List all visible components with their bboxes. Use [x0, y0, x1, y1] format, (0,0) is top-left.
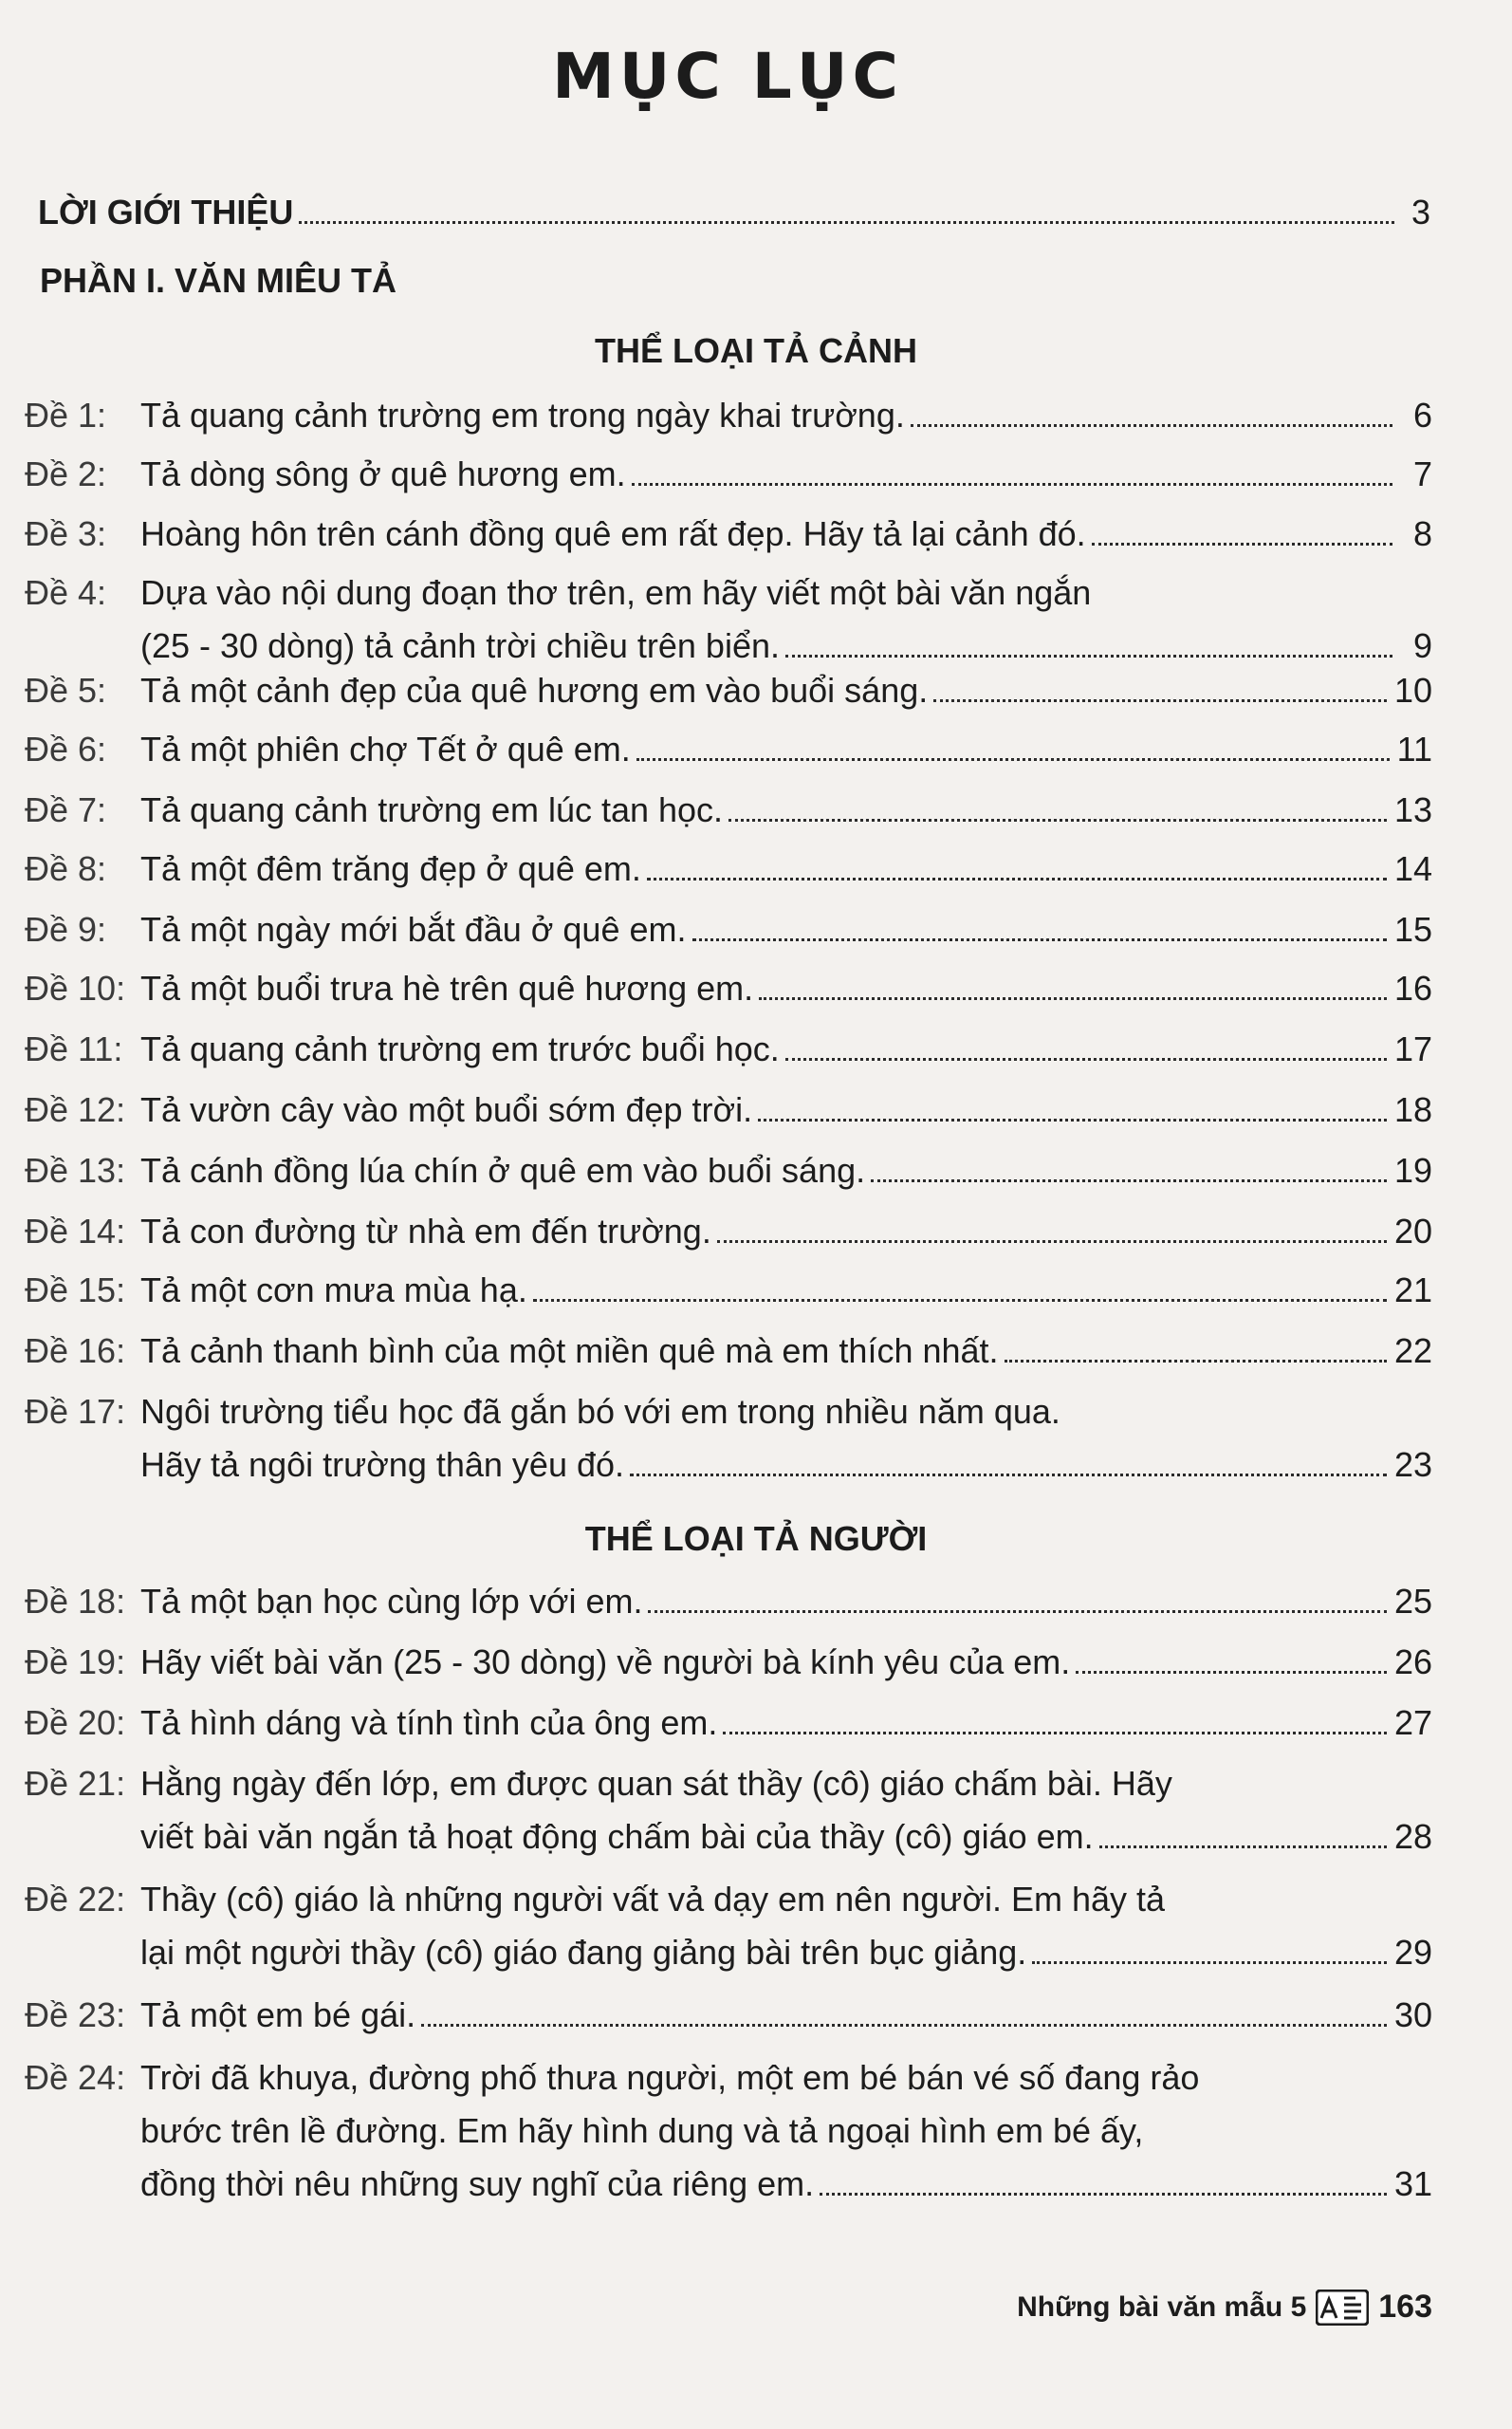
entry-text: Tả cảnh thanh bình của một miền quê mà em thích nhất.	[140, 1331, 999, 1370]
entry-label: Đề 3:	[25, 514, 107, 553]
entry-page: 30	[1393, 1995, 1432, 2034]
dot-leader	[632, 483, 1392, 486]
entry-text: Tả một đêm trăng đẹp ở quê em.	[140, 849, 641, 888]
entry-page: 29	[1393, 1933, 1432, 1972]
part-heading: PHẦN I. VĂN MIÊU TẢ	[40, 261, 397, 300]
toc-entry[interactable]	[25, 1385, 1432, 1492]
dot-leader	[871, 1179, 1387, 1182]
entry-label: Đề 10:	[25, 969, 126, 1008]
entry-text: Hãy viết bài văn (25 - 30 dòng) về người bà kính yêu của em.	[140, 1642, 1071, 1681]
entry-label: Đề 2:	[25, 454, 107, 493]
entry-label: Đề 1:	[25, 396, 107, 435]
entry-page: 11	[1396, 730, 1432, 769]
entry-text: Tả một em bé gái.	[140, 1995, 416, 2034]
entry-text: Thầy (cô) giáo là những người vất vả dạy em nên người. Em hãy tả	[140, 1880, 1166, 1919]
entry-text: Hoàng hôn trên cánh đồng quê em rất đẹp. Hãy tả lại cảnh đó.	[140, 514, 1086, 553]
dot-leader	[1032, 1961, 1387, 1964]
entry-page: 16	[1393, 969, 1432, 1008]
dot-leader	[723, 1732, 1387, 1734]
entry-text: Hằng ngày đến lớp, em được quan sát thầy (cô) giáo chấm bài. Hãy	[140, 1764, 1172, 1803]
toc-entry[interactable]	[25, 1575, 1432, 1628]
toc-entry[interactable]	[25, 962, 1432, 1015]
intro-label: LỜI GIỚI THIỆU	[38, 193, 294, 232]
dot-leader	[785, 1058, 1387, 1061]
entry-text: Ngôi trường tiểu học đã gắn bó với em trong nhiều năm qua.	[140, 1392, 1060, 1431]
entry-page: 17	[1393, 1029, 1432, 1068]
dot-leader	[692, 938, 1387, 941]
dot-leader	[1092, 543, 1392, 546]
entry-text: Trời đã khuya, đường phố thưa người, một em bé bán vé số đang rảo	[140, 2058, 1200, 2097]
dot-leader	[785, 655, 1392, 658]
entry-text: Tả quang cảnh trường em trước buổi học.	[140, 1029, 780, 1068]
dot-leader	[728, 819, 1387, 822]
dot-leader	[758, 1119, 1387, 1122]
toc-entry[interactable]	[25, 1205, 1432, 1258]
entry-page: 26	[1393, 1642, 1432, 1681]
entry-text: Tả cánh đồng lúa chín ở quê em vào buổi sáng.	[140, 1151, 866, 1190]
entry-text: Tả con đường từ nhà em đến trường.	[140, 1212, 711, 1251]
dot-leader	[647, 878, 1387, 881]
dot-leader	[759, 997, 1387, 1000]
toc-entry[interactable]	[25, 1144, 1432, 1197]
entry-label: Đề 14:	[25, 1212, 126, 1251]
entry-text: Tả một buổi trưa hè trên quê hương em.	[140, 969, 754, 1008]
dot-leader	[636, 758, 1390, 761]
book-icon	[1316, 2290, 1369, 2326]
dot-leader	[648, 1610, 1387, 1613]
entry-text: viết bài văn ngắn tả hoạt động chấm bài của thầy (cô) giáo em.	[140, 1817, 1094, 1856]
toc-entry[interactable]	[25, 723, 1432, 776]
entry-text: Dựa vào nội dung đoạn thơ trên, em hãy viết một bài văn ngắn	[140, 573, 1092, 612]
entry-text: Tả dòng sông ở quê hương em.	[140, 454, 626, 493]
entry-label: Đề 11:	[25, 1029, 123, 1068]
toc-entry[interactable]	[25, 664, 1432, 717]
entry-label: Đề 19:	[25, 1642, 126, 1681]
entry-label: Đề 22:	[25, 1880, 126, 1919]
toc-entry[interactable]	[25, 784, 1432, 837]
entry-label: Đề 20:	[25, 1703, 126, 1742]
toc-entry[interactable]	[25, 2051, 1432, 2211]
entry-label: Đề 23:	[25, 1995, 126, 2034]
entry-text: Tả một bạn học cùng lớp với em.	[140, 1582, 643, 1621]
entry-text: (25 - 30 dòng) tả cảnh trời chiều trên biển.	[140, 626, 780, 665]
entry-text: lại một người thầy (cô) giáo đang giảng bài trên bục giảng.	[140, 1933, 1027, 1972]
entry-label: Đề 21:	[25, 1764, 126, 1803]
toc-entry[interactable]	[25, 1084, 1432, 1137]
entry-page: 21	[1393, 1270, 1432, 1309]
entry-page: 8	[1412, 514, 1432, 553]
section-heading-landscape: THỂ LOẠI TẢ CẢNH	[595, 331, 917, 370]
entry-label: Đề 6:	[25, 730, 107, 769]
entry-page: 31	[1393, 2164, 1432, 2203]
entry-label: Đề 4:	[25, 573, 107, 612]
entry-label: Đề 16:	[25, 1331, 126, 1370]
entry-page: 20	[1393, 1212, 1432, 1251]
toc-entry[interactable]	[25, 903, 1432, 956]
entry-page: 18	[1393, 1090, 1432, 1129]
page-number: 163	[1378, 2289, 1432, 2325]
entry-text: Tả một phiên chợ Tết ở quê em.	[140, 730, 631, 769]
dot-leader	[1005, 1360, 1387, 1363]
entry-label: Đề 7:	[25, 790, 107, 829]
toc-entry[interactable]	[25, 566, 1432, 673]
page-title: MỤC LỤC	[552, 40, 903, 113]
dot-leader	[933, 699, 1387, 702]
dot-leader	[533, 1299, 1387, 1302]
entry-label: Đề 15:	[25, 1270, 126, 1309]
toc-entry[interactable]	[25, 448, 1432, 501]
toc-entry[interactable]	[25, 1697, 1432, 1750]
entry-label: Đề 18:	[25, 1582, 126, 1621]
entry-page: 9	[1412, 626, 1432, 665]
dot-leader	[820, 2193, 1387, 2196]
entry-text: Tả một cơn mưa mùa hạ.	[140, 1270, 527, 1309]
entry-page: 13	[1393, 790, 1432, 829]
entry-text: Hãy tả ngôi trường thân yêu đó.	[140, 1445, 625, 1484]
entry-page: 14	[1393, 849, 1432, 888]
entry-label: Đề 9:	[25, 910, 107, 949]
toc-entry[interactable]	[25, 1636, 1432, 1689]
toc-entry[interactable]	[25, 1325, 1432, 1378]
toc-entry[interactable]	[25, 1873, 1432, 1979]
intro-page: 3	[1411, 193, 1430, 232]
entry-page: 7	[1412, 454, 1432, 493]
entry-page: 23	[1393, 1445, 1432, 1484]
dot-leader	[630, 1474, 1387, 1476]
toc-entry[interactable]	[25, 508, 1432, 561]
dot-leader	[717, 1240, 1387, 1243]
dot-leader	[299, 221, 1394, 224]
toc-entry[interactable]	[25, 1023, 1432, 1076]
toc-entry[interactable]	[25, 1264, 1432, 1317]
dot-leader	[1099, 1845, 1387, 1848]
entry-page: 10	[1393, 671, 1432, 710]
entry-text: đồng thời nêu những suy nghĩ của riêng em.	[140, 2164, 815, 2203]
entry-label: Đề 12:	[25, 1090, 126, 1129]
entry-text: Tả quang cảnh trường em trong ngày khai trường.	[140, 396, 905, 435]
entry-text: Tả hình dáng và tính tình của ông em.	[140, 1703, 718, 1742]
dot-leader	[421, 2024, 1387, 2027]
entry-label: Đề 8:	[25, 849, 107, 888]
toc-entry[interactable]	[25, 843, 1432, 896]
entry-label: Đề 24:	[25, 2058, 126, 2097]
entry-text: bước trên lề đường. Em hãy hình dung và tả ngoại hình em bé ấy,	[140, 2111, 1144, 2150]
entry-page: 19	[1393, 1151, 1432, 1190]
section-heading-people: THỂ LOẠI TẢ NGƯỜI	[584, 1519, 928, 1558]
entry-label: Đề 13:	[25, 1151, 126, 1190]
dot-leader	[911, 424, 1392, 427]
entry-page: 15	[1393, 910, 1432, 949]
entry-page: 6	[1412, 396, 1432, 435]
toc-entry[interactable]	[25, 389, 1432, 442]
toc-intro[interactable]	[38, 186, 1430, 233]
entry-text: Tả một ngày mới bắt đầu ở quê em.	[140, 910, 687, 949]
entry-page: 25	[1393, 1582, 1432, 1621]
entry-page: 28	[1393, 1817, 1432, 1856]
dot-leader	[1076, 1671, 1387, 1674]
entry-text: Tả vườn cây vào một buổi sớm đẹp trời.	[140, 1090, 753, 1129]
entry-page: 22	[1393, 1331, 1432, 1370]
entry-text: Tả quang cảnh trường em lúc tan học.	[140, 790, 724, 829]
entry-page: 27	[1393, 1703, 1432, 1742]
entry-text: Tả một cảnh đẹp của quê hương em vào buổi sáng.	[140, 671, 929, 710]
entry-label: Đề 5:	[25, 671, 107, 710]
entry-label: Đề 17:	[25, 1392, 126, 1431]
book-title: Những bài văn mẫu 5	[1017, 2290, 1307, 2323]
toc-entry[interactable]	[25, 1757, 1432, 1863]
toc-entry[interactable]	[25, 1989, 1432, 2042]
page-footer	[1017, 2289, 1432, 2326]
